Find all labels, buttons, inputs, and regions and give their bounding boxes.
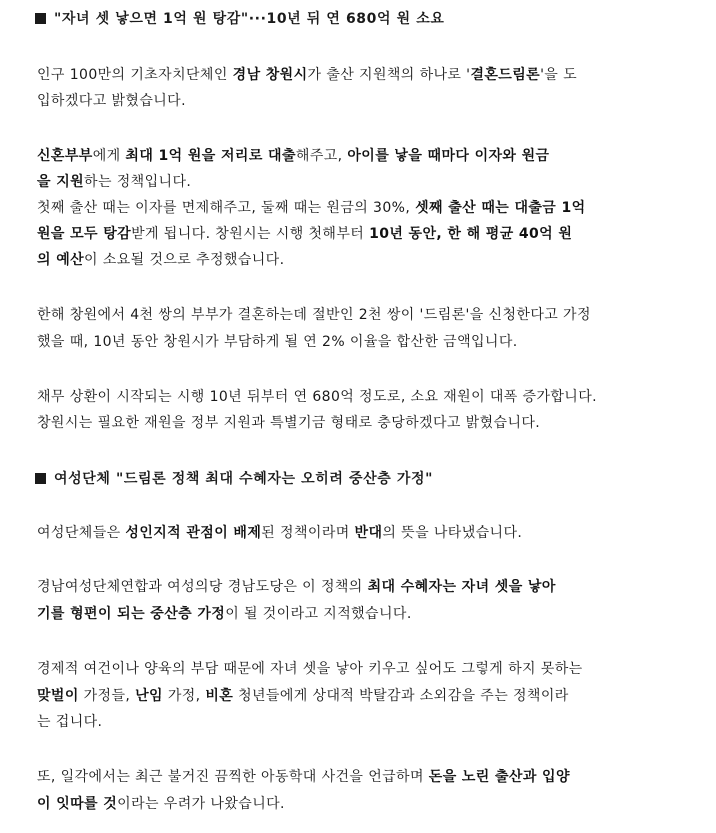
paragraph-line: 맞벌이 가정들, 난임 가정, 비혼 청년들에게 상대적 박탈감과 소외감을 주는 정책이라 <box>37 688 569 704</box>
square-bullet-icon <box>35 13 46 24</box>
section-heading: 여성단체 "드림론 정책 최대 수혜자는 오히려 중산층 가정" <box>35 470 433 488</box>
paragraph-line: 여성단체들은 성인지적 관점이 배제된 정책이라며 반대의 뜻을 나타냈습니다. <box>37 525 523 541</box>
paragraph-line: 또, 일각에서는 최근 불거진 끔찍한 아동학대 사건을 언급하며 돈을 노린 출산과 입양 <box>37 769 570 785</box>
paragraph-line: 경제적 여건이나 양육의 부담 때문에 자녀 셋을 낳아 키우고 싶어도 그렇게 하지 못하는 <box>37 661 583 677</box>
paragraph-line: 경남여성단체연합과 여성의당 경남도당은 이 정책의 최대 수혜자는 자녀 셋을 낳아 <box>37 579 556 595</box>
paragraph-line: 채무 상환이 시작되는 시행 10년 뒤부터 연 680억 정도로, 소요 재원이 대폭 증가합니다. <box>37 389 598 405</box>
paragraph-line: 첫째 출산 때는 이자를 면제해주고, 둘째 때는 원금의 30%, 셋째 출산 때는 대출금 1억 <box>37 200 586 216</box>
section-heading: "자녀 셋 낳으면 1억 원 탕감"···10년 뒤 연 680억 원 소요 <box>35 10 444 28</box>
paragraph-line: 는 겁니다. <box>37 714 103 730</box>
paragraph-line: 한해 창원에서 4천 쌍의 부부가 결혼하는데 절반인 2천 쌍이 '드림론'을 신청한다고 가정 <box>37 307 591 323</box>
paragraph-line: 했을 때, 10년 동안 창원시가 부담하게 될 연 2% 이율을 합산한 금액입니다. <box>37 334 518 350</box>
paragraph-line: 창원시는 필요한 재원을 정부 지원과 특별기금 형태로 충당하겠다고 밝혔습니다. <box>37 415 541 431</box>
paragraph-line: 이 잇따를 것이라는 우려가 나왔습니다. <box>37 796 285 812</box>
paragraph-line: 의 예산이 소요될 것으로 추정했습니다. <box>37 252 285 268</box>
square-bullet-icon <box>35 473 46 484</box>
paragraph-line: 신혼부부에게 최대 1억 원을 저리로 대출해주고, 아이를 낳을 때마다 이자와 원금 <box>37 148 550 164</box>
paragraph-line: 인구 100만의 기초자치단체인 경남 창원시가 출산 지원책의 하나로 '결혼드림론'을 도 <box>37 67 578 83</box>
paragraph-line: 입하겠다고 밝혔습니다. <box>37 93 186 109</box>
paragraph-line: 원을 모두 탕감받게 됩니다. 창원시는 시행 첫해부터 10년 동안, 한 해 평균 40억 원 <box>37 226 573 242</box>
paragraph-line: 기를 형편이 되는 중산층 가정이 될 것이라고 지적했습니다. <box>37 606 412 622</box>
paragraph-line: 을 지원하는 정책입니다. <box>37 174 192 190</box>
